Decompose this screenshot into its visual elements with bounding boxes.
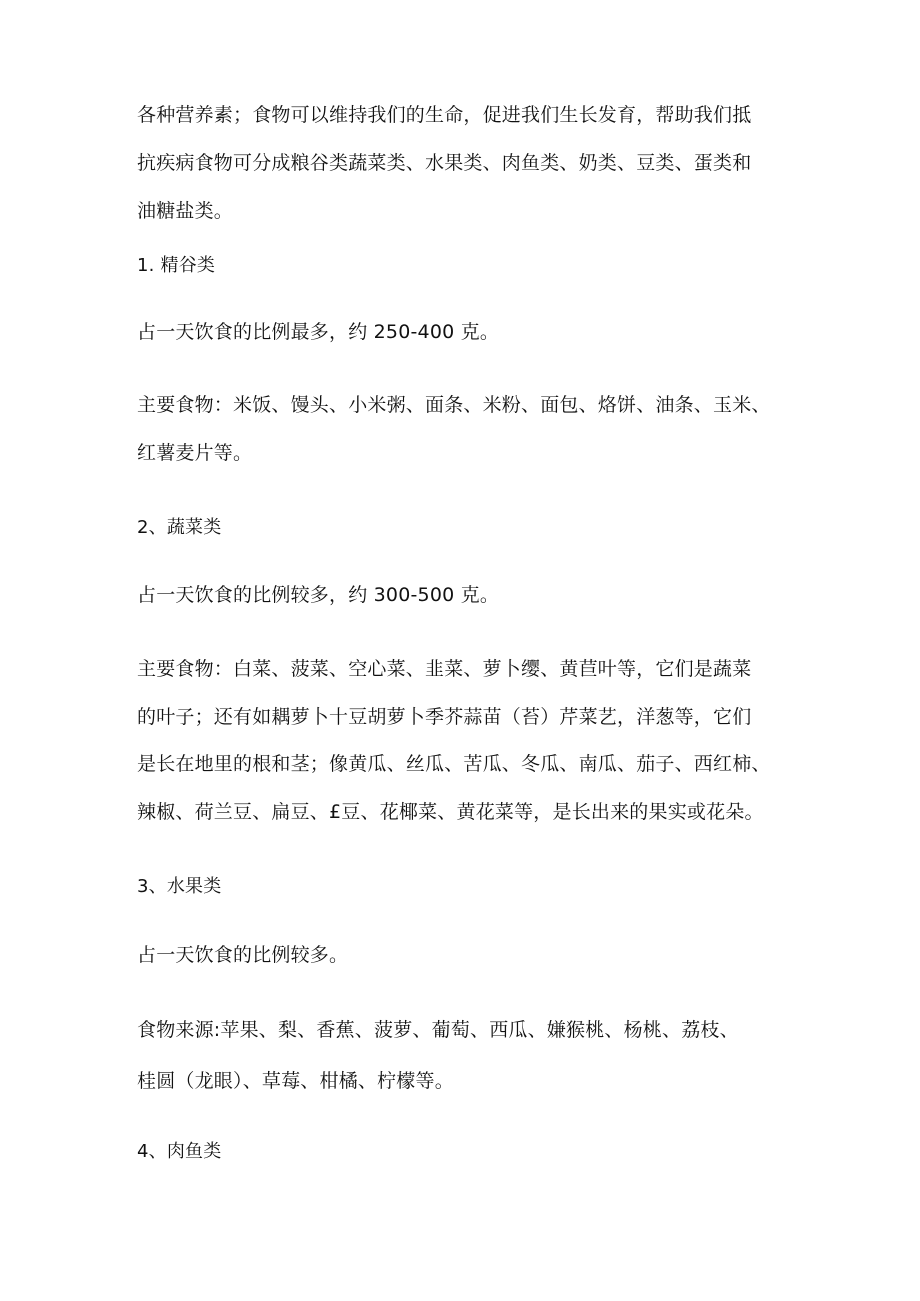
fruits-foods-line-1: 食物来源:苹果、梨、香蕉、菠萝、葡萄、西瓜、嫌猴桃、杨桃、荔枝、: [137, 1019, 739, 1041]
grains-foods-line-2: 红薯麦片等。: [137, 442, 253, 464]
fruits-ratio: 占一天饮食的比例较多。: [137, 944, 349, 966]
vegetables-ratio: 占一天饮食的比例较多，约 300-500 克。: [137, 584, 500, 606]
intro-line-1: 各种营养素；食物可以维持我们的生命，促进我们生长发育，帮助我们抵: [137, 104, 752, 126]
section-heading-meat-fish: 4、肉鱼类: [137, 1141, 222, 1162]
fruits-foods-line-2: 桂圆（龙眼）、草莓、柑橘、柠檬等。: [137, 1070, 454, 1092]
section-heading-fruits: 3、水果类: [137, 876, 222, 897]
intro-line-3: 油糖盐类。: [137, 200, 234, 222]
vegetables-foods-line-4: 辣椒、荷兰豆、扁豆、£豆、花椰菜、黄花菜等，是长出来的果实或花朵。: [137, 801, 764, 823]
grains-ratio: 占一天饮食的比例最多，约 250-400 克。: [137, 321, 500, 343]
vegetables-foods-line-2: 的叶子；还有如耦萝卜十豆胡萝卜季芥蒜苗（苔）芹菜艺，洋葱等，它们: [137, 706, 752, 728]
intro-line-2: 抗疾病食物可分成粮谷类蔬菜类、水果类、肉鱼类、奶类、豆类、蛋类和: [137, 152, 752, 174]
section-heading-vegetables: 2、蔬菜类: [137, 517, 222, 538]
vegetables-foods-line-1: 主要食物：白菜、菠菜、空心菜、韭菜、萝卜缨、黄苣叶等，它们是蔬菜: [137, 658, 752, 680]
vegetables-foods-line-3: 是长在地里的根和茎；像黄瓜、丝瓜、苦瓜、冬瓜、南瓜、茄子、西红柿、: [137, 753, 771, 775]
grains-foods-line-1: 主要食物：米饭、馒头、小米粥、面条、米粉、面包、烙饼、油条、玉米、: [137, 394, 771, 416]
section-heading-grains: 1. 精谷类: [137, 255, 216, 276]
